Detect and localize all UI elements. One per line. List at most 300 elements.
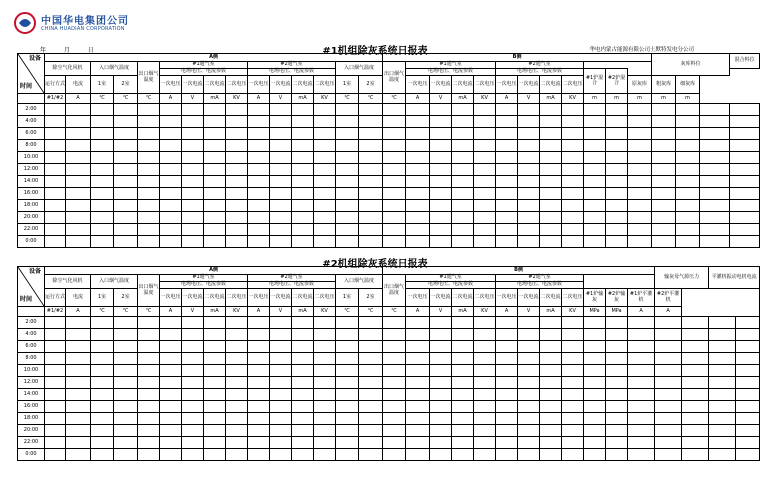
data-cell[interactable] <box>314 200 336 212</box>
data-cell[interactable] <box>270 116 292 128</box>
data-cell[interactable] <box>540 224 562 236</box>
data-cell[interactable] <box>452 212 474 224</box>
data-cell[interactable] <box>628 329 655 341</box>
data-cell[interactable] <box>700 164 730 176</box>
data-cell[interactable] <box>496 317 518 329</box>
data-cell[interactable] <box>45 377 66 389</box>
data-cell[interactable] <box>336 437 359 449</box>
data-cell[interactable] <box>336 353 359 365</box>
data-cell[interactable] <box>45 224 66 236</box>
data-cell[interactable] <box>652 164 676 176</box>
data-cell[interactable] <box>314 104 336 116</box>
data-cell[interactable] <box>383 413 406 425</box>
data-cell[interactable] <box>314 449 336 461</box>
data-cell[interactable] <box>518 200 540 212</box>
data-cell[interactable] <box>248 200 270 212</box>
data-cell[interactable] <box>406 425 430 437</box>
data-cell[interactable] <box>606 188 628 200</box>
data-cell[interactable] <box>496 329 518 341</box>
data-cell[interactable] <box>518 389 540 401</box>
data-cell[interactable] <box>682 329 709 341</box>
data-cell[interactable] <box>270 176 292 188</box>
data-cell[interactable] <box>45 128 66 140</box>
data-cell[interactable] <box>292 140 314 152</box>
data-cell[interactable] <box>204 365 226 377</box>
data-cell[interactable] <box>383 140 406 152</box>
data-cell[interactable] <box>66 212 91 224</box>
data-cell[interactable] <box>562 341 584 353</box>
data-cell[interactable] <box>584 152 606 164</box>
data-cell[interactable] <box>336 317 359 329</box>
data-cell[interactable] <box>336 413 359 425</box>
data-cell[interactable] <box>204 164 226 176</box>
data-cell[interactable] <box>682 341 709 353</box>
data-cell[interactable] <box>730 176 760 188</box>
data-cell[interactable] <box>270 389 292 401</box>
data-cell[interactable] <box>292 365 314 377</box>
data-cell[interactable] <box>606 236 628 248</box>
data-cell[interactable] <box>248 401 270 413</box>
data-cell[interactable] <box>226 116 248 128</box>
data-cell[interactable] <box>91 116 114 128</box>
data-cell[interactable] <box>138 140 160 152</box>
data-cell[interactable] <box>652 224 676 236</box>
data-cell[interactable] <box>204 140 226 152</box>
data-cell[interactable] <box>114 389 138 401</box>
data-cell[interactable] <box>628 341 655 353</box>
data-cell[interactable] <box>562 164 584 176</box>
data-cell[interactable] <box>160 224 182 236</box>
data-cell[interactable] <box>160 116 182 128</box>
data-cell[interactable] <box>562 116 584 128</box>
data-cell[interactable] <box>474 353 496 365</box>
data-cell[interactable] <box>292 353 314 365</box>
data-cell[interactable] <box>204 413 226 425</box>
data-cell[interactable] <box>606 377 628 389</box>
data-cell[interactable] <box>730 128 760 140</box>
data-cell[interactable] <box>474 413 496 425</box>
data-cell[interactable] <box>45 329 66 341</box>
data-cell[interactable] <box>562 236 584 248</box>
data-cell[interactable] <box>160 341 182 353</box>
data-cell[interactable] <box>383 164 406 176</box>
data-cell[interactable] <box>314 236 336 248</box>
data-cell[interactable] <box>226 425 248 437</box>
data-cell[interactable] <box>496 377 518 389</box>
data-cell[interactable] <box>383 116 406 128</box>
data-cell[interactable] <box>430 188 452 200</box>
data-cell[interactable] <box>540 413 562 425</box>
data-cell[interactable] <box>160 236 182 248</box>
data-cell[interactable] <box>182 212 204 224</box>
data-cell[interactable] <box>160 188 182 200</box>
data-cell[interactable] <box>606 353 628 365</box>
data-cell[interactable] <box>248 341 270 353</box>
data-cell[interactable] <box>66 413 91 425</box>
data-cell[interactable] <box>292 425 314 437</box>
data-cell[interactable] <box>452 236 474 248</box>
data-cell[interactable] <box>474 176 496 188</box>
data-cell[interactable] <box>359 224 383 236</box>
data-cell[interactable] <box>655 365 682 377</box>
data-cell[interactable] <box>406 224 430 236</box>
data-cell[interactable] <box>114 437 138 449</box>
data-cell[interactable] <box>406 353 430 365</box>
data-cell[interactable] <box>45 200 66 212</box>
data-cell[interactable] <box>359 128 383 140</box>
data-cell[interactable] <box>628 437 655 449</box>
data-cell[interactable] <box>292 413 314 425</box>
data-cell[interactable] <box>270 236 292 248</box>
data-cell[interactable] <box>204 401 226 413</box>
data-cell[interactable] <box>248 425 270 437</box>
data-cell[interactable] <box>562 329 584 341</box>
data-cell[interactable] <box>114 128 138 140</box>
data-cell[interactable] <box>496 236 518 248</box>
data-cell[interactable] <box>584 365 606 377</box>
data-cell[interactable] <box>562 212 584 224</box>
data-cell[interactable] <box>66 140 91 152</box>
data-cell[interactable] <box>606 437 628 449</box>
data-cell[interactable] <box>540 317 562 329</box>
data-cell[interactable] <box>518 128 540 140</box>
data-cell[interactable] <box>584 353 606 365</box>
data-cell[interactable] <box>66 377 91 389</box>
data-cell[interactable] <box>336 116 359 128</box>
data-cell[interactable] <box>182 236 204 248</box>
data-cell[interactable] <box>606 116 628 128</box>
data-cell[interactable] <box>314 317 336 329</box>
data-cell[interactable] <box>655 389 682 401</box>
data-cell[interactable] <box>45 212 66 224</box>
data-cell[interactable] <box>91 140 114 152</box>
data-cell[interactable] <box>91 200 114 212</box>
data-cell[interactable] <box>628 176 652 188</box>
data-cell[interactable] <box>606 200 628 212</box>
data-cell[interactable] <box>270 377 292 389</box>
data-cell[interactable] <box>430 236 452 248</box>
data-cell[interactable] <box>270 200 292 212</box>
data-cell[interactable] <box>114 329 138 341</box>
data-cell[interactable] <box>314 152 336 164</box>
data-cell[interactable] <box>406 437 430 449</box>
data-cell[interactable] <box>628 449 655 461</box>
data-cell[interactable] <box>406 236 430 248</box>
data-cell[interactable] <box>226 236 248 248</box>
data-cell[interactable] <box>226 128 248 140</box>
data-cell[interactable] <box>204 377 226 389</box>
data-cell[interactable] <box>584 116 606 128</box>
data-cell[interactable] <box>430 212 452 224</box>
data-cell[interactable] <box>540 425 562 437</box>
data-cell[interactable] <box>584 176 606 188</box>
data-cell[interactable] <box>160 140 182 152</box>
data-cell[interactable] <box>474 104 496 116</box>
data-cell[interactable] <box>204 224 226 236</box>
data-cell[interactable] <box>248 104 270 116</box>
data-cell[interactable] <box>138 128 160 140</box>
data-cell[interactable] <box>736 353 760 365</box>
data-cell[interactable] <box>160 413 182 425</box>
data-cell[interactable] <box>700 188 730 200</box>
data-cell[interactable] <box>270 104 292 116</box>
data-cell[interactable] <box>518 341 540 353</box>
data-cell[interactable] <box>248 317 270 329</box>
data-cell[interactable] <box>270 128 292 140</box>
data-cell[interactable] <box>682 437 709 449</box>
data-cell[interactable] <box>226 329 248 341</box>
data-cell[interactable] <box>314 128 336 140</box>
data-cell[interactable] <box>248 365 270 377</box>
data-cell[interactable] <box>66 164 91 176</box>
data-cell[interactable] <box>584 389 606 401</box>
data-cell[interactable] <box>182 164 204 176</box>
data-cell[interactable] <box>292 224 314 236</box>
data-cell[interactable] <box>430 425 452 437</box>
data-cell[interactable] <box>584 140 606 152</box>
data-cell[interactable] <box>314 353 336 365</box>
data-cell[interactable] <box>182 437 204 449</box>
data-cell[interactable] <box>518 176 540 188</box>
data-cell[interactable] <box>114 353 138 365</box>
data-cell[interactable] <box>406 128 430 140</box>
data-cell[interactable] <box>336 164 359 176</box>
data-cell[interactable] <box>383 188 406 200</box>
data-cell[interactable] <box>474 128 496 140</box>
data-cell[interactable] <box>709 353 736 365</box>
data-cell[interactable] <box>204 329 226 341</box>
data-cell[interactable] <box>66 401 91 413</box>
data-cell[interactable] <box>138 200 160 212</box>
data-cell[interactable] <box>628 377 655 389</box>
data-cell[interactable] <box>652 140 676 152</box>
data-cell[interactable] <box>182 224 204 236</box>
data-cell[interactable] <box>655 437 682 449</box>
data-cell[interactable] <box>700 116 730 128</box>
data-cell[interactable] <box>584 449 606 461</box>
data-cell[interactable] <box>700 236 730 248</box>
data-cell[interactable] <box>182 200 204 212</box>
data-cell[interactable] <box>496 128 518 140</box>
data-cell[interactable] <box>406 449 430 461</box>
data-cell[interactable] <box>474 200 496 212</box>
data-cell[interactable] <box>292 236 314 248</box>
data-cell[interactable] <box>138 389 160 401</box>
data-cell[interactable] <box>359 401 383 413</box>
data-cell[interactable] <box>430 401 452 413</box>
data-cell[interactable] <box>406 116 430 128</box>
data-cell[interactable] <box>114 104 138 116</box>
data-cell[interactable] <box>336 140 359 152</box>
data-cell[interactable] <box>518 188 540 200</box>
data-cell[interactable] <box>584 104 606 116</box>
data-cell[interactable] <box>452 329 474 341</box>
data-cell[interactable] <box>540 389 562 401</box>
data-cell[interactable] <box>562 449 584 461</box>
data-cell[interactable] <box>66 188 91 200</box>
data-cell[interactable] <box>562 152 584 164</box>
data-cell[interactable] <box>138 164 160 176</box>
data-cell[interactable] <box>736 449 760 461</box>
data-cell[interactable] <box>540 353 562 365</box>
data-cell[interactable] <box>496 425 518 437</box>
data-cell[interactable] <box>709 377 736 389</box>
data-cell[interactable] <box>138 329 160 341</box>
data-cell[interactable] <box>496 365 518 377</box>
data-cell[interactable] <box>474 425 496 437</box>
data-cell[interactable] <box>628 128 652 140</box>
data-cell[interactable] <box>248 437 270 449</box>
data-cell[interactable] <box>359 449 383 461</box>
data-cell[interactable] <box>160 329 182 341</box>
data-cell[interactable] <box>359 317 383 329</box>
data-cell[interactable] <box>606 104 628 116</box>
data-cell[interactable] <box>270 224 292 236</box>
data-cell[interactable] <box>138 437 160 449</box>
data-cell[interactable] <box>138 425 160 437</box>
data-cell[interactable] <box>406 164 430 176</box>
data-cell[interactable] <box>292 329 314 341</box>
data-cell[interactable] <box>652 152 676 164</box>
data-cell[interactable] <box>270 341 292 353</box>
data-cell[interactable] <box>676 224 700 236</box>
data-cell[interactable] <box>114 116 138 128</box>
data-cell[interactable] <box>204 236 226 248</box>
data-cell[interactable] <box>66 389 91 401</box>
data-cell[interactable] <box>540 377 562 389</box>
data-cell[interactable] <box>736 413 760 425</box>
data-cell[interactable] <box>114 212 138 224</box>
data-cell[interactable] <box>270 317 292 329</box>
data-cell[interactable] <box>474 236 496 248</box>
data-cell[interactable] <box>226 341 248 353</box>
data-cell[interactable] <box>452 176 474 188</box>
data-cell[interactable] <box>66 104 91 116</box>
data-cell[interactable] <box>314 413 336 425</box>
data-cell[interactable] <box>160 425 182 437</box>
data-cell[interactable] <box>292 200 314 212</box>
data-cell[interactable] <box>292 188 314 200</box>
data-cell[interactable] <box>430 104 452 116</box>
data-cell[interactable] <box>676 188 700 200</box>
data-cell[interactable] <box>91 188 114 200</box>
data-cell[interactable] <box>66 353 91 365</box>
data-cell[interactable] <box>676 212 700 224</box>
data-cell[interactable] <box>292 116 314 128</box>
data-cell[interactable] <box>66 341 91 353</box>
data-cell[interactable] <box>160 437 182 449</box>
data-cell[interactable] <box>628 389 655 401</box>
data-cell[interactable] <box>496 413 518 425</box>
data-cell[interactable] <box>226 449 248 461</box>
data-cell[interactable] <box>474 449 496 461</box>
data-cell[interactable] <box>736 437 760 449</box>
data-cell[interactable] <box>160 449 182 461</box>
data-cell[interactable] <box>628 188 652 200</box>
data-cell[interactable] <box>226 188 248 200</box>
data-cell[interactable] <box>91 236 114 248</box>
data-cell[interactable] <box>540 341 562 353</box>
data-cell[interactable] <box>270 188 292 200</box>
data-cell[interactable] <box>452 425 474 437</box>
data-cell[interactable] <box>430 224 452 236</box>
data-cell[interactable] <box>204 389 226 401</box>
data-cell[interactable] <box>314 437 336 449</box>
data-cell[interactable] <box>292 449 314 461</box>
data-cell[interactable] <box>226 413 248 425</box>
data-cell[interactable] <box>655 413 682 425</box>
data-cell[interactable] <box>682 389 709 401</box>
data-cell[interactable] <box>182 128 204 140</box>
data-cell[interactable] <box>584 425 606 437</box>
data-cell[interactable] <box>182 425 204 437</box>
data-cell[interactable] <box>676 176 700 188</box>
data-cell[interactable] <box>652 200 676 212</box>
data-cell[interactable] <box>430 128 452 140</box>
data-cell[interactable] <box>160 365 182 377</box>
data-cell[interactable] <box>496 188 518 200</box>
data-cell[interactable] <box>182 389 204 401</box>
data-cell[interactable] <box>204 212 226 224</box>
data-cell[interactable] <box>226 365 248 377</box>
data-cell[interactable] <box>204 116 226 128</box>
data-cell[interactable] <box>540 365 562 377</box>
data-cell[interactable] <box>226 212 248 224</box>
data-cell[interactable] <box>628 140 652 152</box>
data-cell[interactable] <box>91 353 114 365</box>
data-cell[interactable] <box>160 164 182 176</box>
data-cell[interactable] <box>204 104 226 116</box>
data-cell[interactable] <box>314 188 336 200</box>
data-cell[interactable] <box>606 413 628 425</box>
data-cell[interactable] <box>270 365 292 377</box>
data-cell[interactable] <box>540 236 562 248</box>
data-cell[interactable] <box>430 437 452 449</box>
data-cell[interactable] <box>452 104 474 116</box>
data-cell[interactable] <box>160 104 182 116</box>
data-cell[interactable] <box>66 116 91 128</box>
data-cell[interactable] <box>292 128 314 140</box>
data-cell[interactable] <box>430 116 452 128</box>
data-cell[interactable] <box>336 188 359 200</box>
data-cell[interactable] <box>496 140 518 152</box>
data-cell[interactable] <box>540 176 562 188</box>
data-cell[interactable] <box>584 317 606 329</box>
data-cell[interactable] <box>628 164 652 176</box>
data-cell[interactable] <box>66 329 91 341</box>
data-cell[interactable] <box>736 425 760 437</box>
data-cell[interactable] <box>314 425 336 437</box>
data-cell[interactable] <box>91 212 114 224</box>
data-cell[interactable] <box>91 365 114 377</box>
data-cell[interactable] <box>248 128 270 140</box>
data-cell[interactable] <box>138 413 160 425</box>
data-cell[interactable] <box>314 176 336 188</box>
data-cell[interactable] <box>655 449 682 461</box>
data-cell[interactable] <box>652 116 676 128</box>
data-cell[interactable] <box>628 413 655 425</box>
data-cell[interactable] <box>270 413 292 425</box>
data-cell[interactable] <box>383 365 406 377</box>
data-cell[interactable] <box>91 164 114 176</box>
data-cell[interactable] <box>474 212 496 224</box>
data-cell[interactable] <box>406 413 430 425</box>
data-cell[interactable] <box>709 329 736 341</box>
data-cell[interactable] <box>562 437 584 449</box>
data-cell[interactable] <box>606 140 628 152</box>
data-cell[interactable] <box>226 377 248 389</box>
data-cell[interactable] <box>584 413 606 425</box>
